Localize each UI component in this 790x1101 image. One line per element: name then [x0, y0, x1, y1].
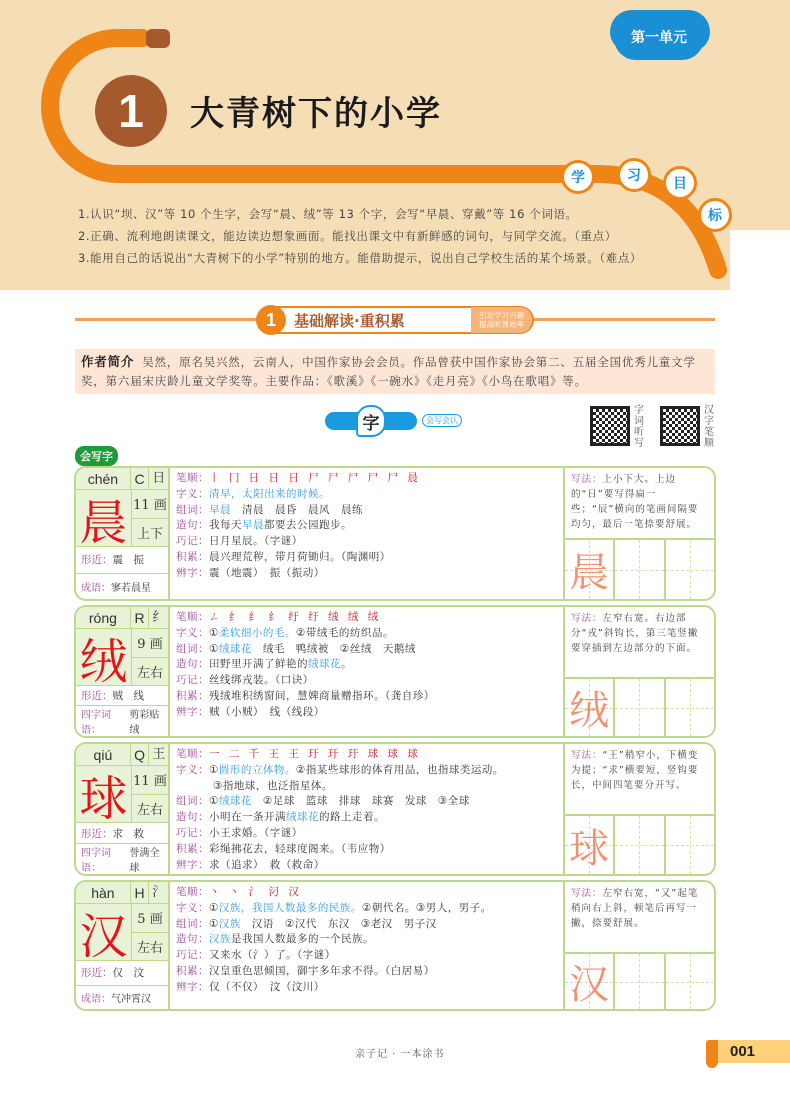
- field-text: 小王求婚。（字谜）: [209, 826, 303, 839]
- field-text: 。: [341, 658, 352, 671]
- section-number: 1: [256, 305, 286, 335]
- stroke-count: 11 画: [132, 766, 168, 795]
- info-line: [176, 826, 557, 842]
- field-label: 组词：: [176, 503, 209, 516]
- char-info-column: [76, 744, 170, 874]
- info-line: [176, 810, 557, 826]
- field-text: ③指地球，也泛指星体。: [213, 779, 333, 792]
- char-info-column: [76, 882, 170, 1009]
- field-text: 贼（小贼） 线（线段）: [209, 705, 325, 718]
- similar-row: [76, 686, 168, 706]
- tip-text: 上小下大。上边的“日”要写得扁一些；“辰”横向的笔画间隔要均匀，最后一笔捺要舒展。: [571, 474, 699, 530]
- field-text: 是我国人数最多的一个民族。: [231, 933, 374, 946]
- field-label: 巧记：: [176, 535, 209, 548]
- field-label: 巧记：: [176, 949, 209, 962]
- field-text: 小明在一条开满: [209, 811, 286, 824]
- practice-cell[interactable]: [565, 540, 615, 599]
- field-label: 写法：: [571, 888, 603, 899]
- stroke-count: 9 画: [132, 629, 168, 658]
- info-line: [176, 964, 557, 980]
- index-letter: Q: [131, 744, 150, 765]
- radical: 王: [152, 747, 166, 762]
- tip-text: “王”稍窄小，下横变为提；“求”横要短，竖钩要长，中间四笔要分开写。: [571, 750, 699, 791]
- char-details: [170, 468, 565, 599]
- big-character: 绒: [76, 629, 132, 685]
- writing-column: [565, 468, 714, 599]
- stroke-count: 5 画: [132, 904, 168, 933]
- char-details: [170, 744, 565, 874]
- field-text: 圆形的立体物。: [218, 763, 296, 776]
- info-line: [176, 932, 557, 948]
- field-label: 造句：: [176, 933, 209, 946]
- qr-label: 字词听写: [634, 405, 644, 449]
- zi-char: 字: [356, 405, 386, 437]
- stroke-structure: [132, 904, 168, 960]
- practice-cell[interactable]: [615, 540, 665, 599]
- field-label: 成语：: [81, 993, 111, 1005]
- trace-character: 球: [569, 825, 610, 872]
- character-card: [74, 880, 716, 1011]
- field-text: ①: [209, 626, 219, 639]
- field-label: 四字词语：: [81, 710, 111, 736]
- info-line: [176, 885, 557, 901]
- goal-char: 习: [617, 158, 651, 192]
- info-line: [176, 858, 557, 874]
- big-character: 球: [76, 766, 132, 822]
- radical: 纟: [152, 610, 166, 625]
- info-line: [176, 705, 557, 721]
- stroke-count: 11 画: [132, 490, 168, 519]
- info-line: [176, 948, 557, 964]
- practice-grid: [565, 540, 714, 599]
- tip-text: 左窄右宽。右边部分“戎”斜钩长，第三笔竖撇要穿插到左边部分的下面。: [571, 613, 699, 654]
- info-line: [176, 518, 557, 534]
- field-text: ①: [209, 642, 219, 655]
- stroke-order: 一 二 千 王 王 玗 玗 玗 球 球 球: [209, 748, 421, 760]
- info-line: [176, 642, 557, 658]
- info-line: [176, 626, 557, 642]
- similar-chars: 贼 线: [112, 690, 144, 702]
- similar-chars: 求 救: [112, 827, 144, 840]
- field-label: 巧记：: [176, 826, 209, 839]
- field-text: 清晨 晨昏 晨风 晨练: [231, 503, 363, 516]
- footer-brand: 亲子记 · 一本涂书: [355, 1049, 445, 1060]
- field-label: 造句：: [176, 519, 209, 532]
- stroke-order: 丨 冂 日 日 日 尸 尸 尸 尸 尸 晨: [209, 472, 421, 484]
- radical: 日: [152, 471, 166, 486]
- practice-cell[interactable]: [615, 954, 665, 1009]
- idiom: 剪彩贴绒: [129, 710, 160, 736]
- field-label: 形近：: [81, 967, 113, 980]
- field-label: 字义：: [176, 763, 209, 776]
- field-text: 汉语 ②汉代 东汉 ③老汉 男子汉: [240, 917, 437, 930]
- field-label: 积累：: [176, 689, 209, 702]
- field-text: 仅（不仅） 汶（汶川）: [209, 980, 325, 993]
- info-line: [176, 980, 557, 996]
- qr-label: 汉字笔顺: [704, 405, 714, 449]
- field-text: ①: [209, 795, 219, 808]
- similar-row: [76, 547, 168, 574]
- lesson-title: 大青树下的小学: [190, 94, 442, 134]
- idiom: 寥若晨星: [111, 582, 151, 594]
- field-text: 求（追求） 救（救命）: [209, 858, 325, 871]
- author-text: 吴然，原名吴兴然，云南人，中国作家协会会员。作品曾获中国作家协会第二、五届全国优秀儿童文学奖，第六届宋庆龄儿童文学奖等。主要作品：《歌溪》《一碗水》《走月亮》《小鸟在歌唱》等。: [81, 355, 696, 388]
- structure: 左右: [136, 940, 163, 956]
- idiom: 气冲霄汉: [111, 993, 151, 1005]
- field-text: 震（地震） 振（振动）: [209, 566, 325, 579]
- field-label: 积累：: [176, 550, 209, 563]
- field-text: ①: [209, 901, 219, 914]
- char-info-column: [76, 468, 170, 599]
- page-number: 001: [706, 1040, 790, 1063]
- idiom-row: [76, 574, 168, 600]
- info-line: [176, 794, 557, 810]
- field-label: 成语：: [81, 582, 111, 594]
- field-text: 汉族: [218, 917, 241, 930]
- info-line: [176, 534, 557, 550]
- practice-cell[interactable]: [666, 816, 714, 874]
- practice-grid: [565, 954, 714, 1009]
- field-text: 又来水（氵）了。（字谜）: [209, 949, 336, 962]
- similar-row: [76, 961, 168, 986]
- practice-cell[interactable]: [565, 679, 615, 736]
- field-label: 笔顺：: [176, 886, 209, 898]
- goal-char: 标: [698, 198, 732, 232]
- subtitle-line: 提高听课效率: [479, 320, 524, 329]
- idiom-row: [76, 706, 168, 736]
- author-label: 作者简介: [81, 354, 135, 369]
- practice-cell[interactable]: [615, 816, 665, 874]
- pinyin: chén: [76, 468, 131, 489]
- field-label: 四字词语：: [81, 848, 111, 874]
- field-label: 形近：: [81, 554, 113, 567]
- field-text: 丝线绑戎装。（口诀）: [209, 674, 314, 687]
- field-text: ②带绒毛的纺织品。: [295, 626, 394, 639]
- field-text: 日月星辰。（字谜）: [209, 535, 303, 548]
- field-label: 写法：: [571, 613, 603, 624]
- field-text: 我每天: [209, 519, 242, 532]
- practice-cell[interactable]: [565, 954, 615, 1009]
- goal-item: 1.认识“坝、汉”等 10 个生字，会写“晨、绒”等 13 个字，会写“早晨、穿戴”等 16 个词语。: [78, 207, 578, 221]
- field-label: 组词：: [176, 642, 209, 655]
- char-row: [76, 490, 168, 551]
- field-text: ②朝代名。③男人，男子。: [361, 901, 492, 914]
- writing-tip: [565, 468, 714, 540]
- field-text: 汉皇重色思倾国，御宇多年求不得。（白居易）: [209, 964, 435, 977]
- field-text: 汉族: [209, 933, 231, 946]
- info-line: [176, 610, 557, 626]
- field-text: 田野里开满了鲜艳的: [209, 658, 308, 671]
- structure: 左右: [136, 665, 163, 681]
- info-line: [176, 673, 557, 689]
- field-label: 造句：: [176, 658, 209, 671]
- lesson-number: 1: [95, 75, 167, 147]
- field-text: 绒球花: [308, 658, 341, 671]
- stroke-structure: [132, 766, 168, 822]
- character-card: [74, 742, 716, 876]
- similar-chars: 震 振: [112, 554, 144, 567]
- practice-grid: [565, 816, 714, 874]
- section-subtitle: [471, 307, 532, 333]
- field-label: 形近：: [81, 690, 113, 702]
- zi-tag: 会写会认: [422, 414, 462, 427]
- char-details: [170, 882, 565, 1009]
- field-label: 笔顺：: [176, 472, 209, 484]
- subtitle-line: 引发学习兴趣: [479, 311, 524, 320]
- field-text: 绒球花: [218, 642, 252, 655]
- character-card: [74, 466, 716, 601]
- field-label: 辨字：: [176, 858, 209, 871]
- field-text: ①: [209, 917, 219, 930]
- field-text: ②足球 篮球 排球 球赛 发球 ③全球: [251, 795, 470, 808]
- radical: 氵: [152, 885, 166, 900]
- char-row: [76, 766, 168, 827]
- pinyin: hàn: [76, 882, 131, 903]
- field-text: 绒毛 鸭绒被 ②丝绒 天鹅绒: [251, 642, 416, 655]
- writing-tip: [565, 607, 714, 679]
- field-label: 字义：: [176, 626, 209, 639]
- field-label: 积累：: [176, 964, 209, 977]
- field-label: 笔顺：: [176, 748, 209, 760]
- field-label: 组词：: [176, 917, 209, 930]
- practice-cell[interactable]: [565, 816, 615, 874]
- field-label: 组词：: [176, 795, 209, 808]
- field-label: 辨字：: [176, 980, 209, 993]
- practice-cell[interactable]: [615, 679, 665, 736]
- field-text: 清早，太阳出来的时候。: [209, 487, 330, 500]
- info-line: [176, 487, 557, 503]
- field-label: 字义：: [176, 901, 209, 914]
- writing-column: [565, 744, 714, 874]
- field-text: 早晨: [209, 503, 231, 516]
- character-card: [74, 605, 716, 738]
- field-text: 柔软细小的毛。: [218, 626, 296, 639]
- trace-character: 汉: [569, 962, 610, 1008]
- writing-column: [565, 882, 714, 1009]
- info-line: [176, 842, 557, 858]
- field-text: ②指某些球形的体育用品，也指球类运动。: [295, 763, 504, 776]
- section-header: [258, 306, 534, 334]
- field-label: 写法：: [571, 750, 603, 761]
- field-label: 辨字：: [176, 566, 209, 579]
- field-text: 早晨: [242, 519, 264, 532]
- info-line: [176, 763, 557, 779]
- char-info-column: [76, 607, 170, 736]
- index-letter: R: [131, 607, 150, 628]
- field-label: 形近：: [81, 827, 113, 840]
- practice-cell[interactable]: [666, 954, 714, 1009]
- field-text: 残绒堆积绣窗间，慧婢商量赠指环。（龚自珍）: [209, 689, 435, 702]
- pinyin: qiú: [76, 744, 131, 765]
- field-label: 笔顺：: [176, 611, 209, 623]
- goal-char: 学: [561, 160, 595, 194]
- qr-code-icon[interactable]: [590, 406, 630, 446]
- info-line: [176, 566, 557, 582]
- idiom: 誉满全球: [129, 848, 160, 874]
- field-label: 写法：: [571, 474, 603, 485]
- field-text: 绒球花: [218, 795, 252, 808]
- similar-chars: 仅 汶: [112, 967, 144, 980]
- field-label: 造句：: [176, 811, 209, 824]
- field-text: 的路上走着。: [319, 811, 385, 824]
- info-line: [176, 747, 557, 763]
- qr-code-icon[interactable]: [660, 406, 700, 446]
- writing-tip: [565, 882, 714, 954]
- big-character: 汉: [76, 904, 132, 960]
- tip-text: 左窄右宽，“又”起笔稍向右上斜，顿笔后再写一撇，捺要舒展。: [571, 888, 699, 929]
- stroke-order: 丶 丶 氵 汈 汉: [209, 886, 302, 898]
- char-details: [170, 607, 565, 736]
- field-text: 彩绳拂花去，轻球度阁来。（韦应物）: [209, 842, 391, 855]
- writing-column: [565, 607, 714, 736]
- stroke-structure: [132, 629, 168, 685]
- writing-tip: [565, 744, 714, 816]
- field-label: 积累：: [176, 842, 209, 855]
- practice-grid: [565, 679, 714, 736]
- pinyin: róng: [76, 607, 131, 628]
- structure: 左右: [136, 802, 163, 818]
- practice-cell[interactable]: [666, 679, 714, 736]
- author-intro: [75, 349, 715, 394]
- similar-row: [76, 823, 168, 844]
- goal-item: 2.正确、流利地朗读课文，能边读边想象画面。能找出课文中有新鲜感的词句，与同学交流。（重点）: [78, 229, 617, 243]
- idiom-row: [76, 986, 168, 1010]
- goal-item: 3.能用自己的话说出“大青树下的小学”特别的地方。能借助提示，说出自己学校生活的某个场景。（难点）: [78, 251, 643, 265]
- unit-badge: 第一单元: [614, 14, 704, 60]
- info-line: [176, 503, 557, 519]
- structure: 上下: [136, 526, 163, 542]
- field-label: 字义：: [176, 487, 209, 500]
- info-line: [176, 917, 557, 933]
- info-line: [176, 471, 557, 487]
- section-title: 基础解读·重积累: [294, 311, 405, 330]
- stroke-order: ㄥ 纟 纟 纟 纡 纡 绒 绒 绒: [209, 611, 382, 623]
- info-line: [176, 689, 557, 705]
- field-text: 晨兴理荒秽，带月荷锄归。（陶渊明）: [209, 550, 391, 563]
- info-line: [176, 901, 557, 917]
- stroke-structure: [132, 490, 168, 546]
- field-text: 绒球花: [286, 811, 319, 824]
- goal-char: 目: [663, 166, 697, 200]
- field-label: 辨字：: [176, 705, 209, 718]
- info-line: [176, 657, 557, 673]
- field-text: 都要去公园跑步。: [264, 519, 352, 532]
- big-character: 晨: [76, 490, 132, 546]
- trace-character: 绒: [569, 688, 610, 734]
- char-row: [76, 629, 168, 690]
- info-line: [176, 550, 557, 566]
- field-label: 巧记：: [176, 674, 209, 687]
- index-letter: C: [131, 468, 150, 489]
- idiom-row: [76, 844, 168, 874]
- index-letter: H: [131, 882, 150, 903]
- practice-cell[interactable]: [666, 540, 714, 599]
- info-line: [176, 779, 557, 795]
- write-chars-tag: 会写字: [75, 446, 118, 466]
- char-row: [76, 904, 168, 965]
- trace-character: 晨: [569, 550, 610, 596]
- field-text: 汉族，我国人数最多的民族。: [218, 901, 362, 914]
- field-text: ①: [209, 763, 219, 776]
